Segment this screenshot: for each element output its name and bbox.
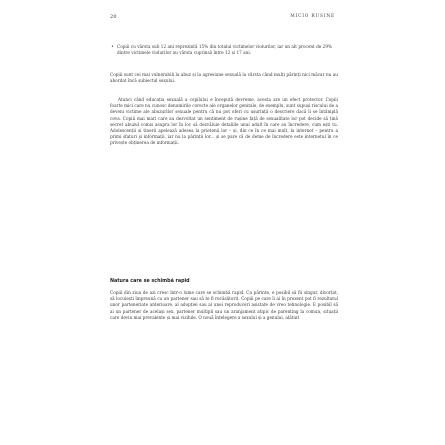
bullet-icon: • bbox=[111, 44, 114, 50]
running-head: MICIO RUSINE bbox=[290, 14, 335, 19]
bullet-text: Copiii cu vârsta sub 12 ani reprezintă 15% din totalul victimelor violurilor, iar un alt procent de 29% dintre victimele violurilor au vârsta cuprinsă între 12 și 17 ani. bbox=[117, 44, 332, 56]
bullet-list-item bbox=[111, 44, 332, 56]
paragraph: Copiii din ziua de azi cresc într-o lume care se schimbă rapid. Ca părinte, e posibil să fii singur, divorțat, să locuiești împreună cu un partener sau să te fi recăsătorit. Copiii pe care îi ai în prezent pot fi rezultatul unor parteneriate anterioare, al adopției sau al unei reproduceri asistate de vreo tehnologie. E posibil să ai un partener de același sex, partener multipli sau un aranjament atipic de parenting la comun, situații care devin mai prevalente și mai vizibile. O nouă înțelegere a sexului și a genului, alături bbox=[110, 290, 338, 320]
section-heading: Natura care se schimbă rapid bbox=[110, 279, 190, 284]
page-number: 20 bbox=[110, 14, 117, 20]
paragraph: Copiii sunt cei mai vulnerabili la abuz și la agresiune sexuală la vârsta când mulți părinți nici măcar nu au abordat încă subiectul sexului. bbox=[110, 72, 338, 84]
paragraph: Atunci când educația sexuală a copilului e începută devreme, acesta are un efect protector. Copiii foarte mici care nu cunosc denumirile corecte ale organelor genitale, de exemplu, sunt supuși riscului de a deveni victime ale abuzurilor sexuale pentru că nu pot oferi cu ușurință o descriere dacă li se întâmplă ceva. Copiii mai mari care au dezvoltat un sentiment de rușine față de sexualitate lor pot decide să țină secret abuzul comis asupra lor în loc să dezvăluie detaliile unui adult în care au încredere, cum ești tu. Adolescenții și tinerii apelează adesea la prietenii lor – și, din ce în ce mai mult, la internet – pentru a primi sfaturi și informații, iar nu la părinții lor... și se pare că de deme de încredere este internetul în ce privește obținerea de informații. bbox=[110, 97, 338, 146]
